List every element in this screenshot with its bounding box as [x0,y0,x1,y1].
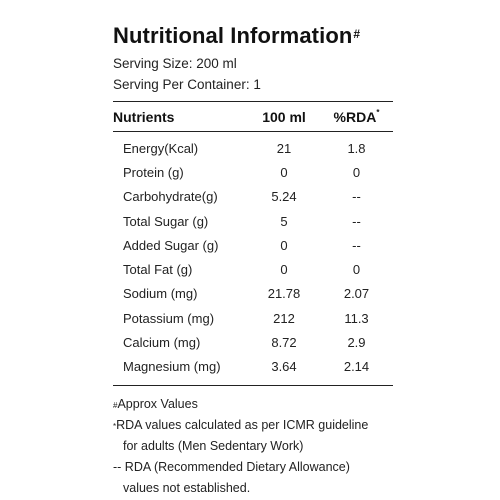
row-rda: 0 [352,262,361,278]
row-rda: -- [352,189,361,205]
table-header [113,102,393,131]
row-nutrient: Total Sugar (g) [123,213,209,229]
row-nutrient: Added Sugar (g) [123,237,219,253]
row-rda: 2.14 [343,359,370,375]
table-row [113,209,393,233]
serving-size: Serving Size: 200 ml [113,56,237,71]
row-rda: -- [352,213,361,229]
table-row [113,257,393,281]
header-rda-text: %RDA [333,108,377,125]
title-footnote-mark: # [353,27,361,41]
row-nutrient: Calcium (mg) [123,335,201,351]
table-row [113,233,393,257]
note-approx-mark: # [113,400,118,410]
footnotes [113,394,393,499]
row-value: 8.72 [271,335,297,351]
panel-title [113,22,393,50]
row-nutrient: Total Fat (g) [123,262,193,278]
table-row [113,136,393,160]
table-row [113,160,393,184]
header-nutrients: Nutrients [113,108,175,125]
note-rda-line1 [113,415,393,436]
row-nutrient: Energy(Kcal) [123,140,199,156]
table-row [113,330,393,354]
note-rda-line2: for adults (Men Sedentary Work) [123,438,304,453]
row-value: 0 [280,237,288,253]
row-nutrient: Potassium (mg) [123,310,215,326]
header-rda [320,109,393,125]
row-value: 0 [280,164,288,180]
serving-per-container: Serving Per Container: 1 [113,77,261,92]
row-value: 3.64 [271,359,297,375]
nutrition-panel [113,22,393,499]
title-text: Nutritional Information [113,23,353,48]
row-nutrient: Magnesium (mg) [123,359,221,375]
note-approx-text: Approx Values [117,396,198,411]
note-approx [113,394,393,415]
note-dash-line1: -- RDA (Recommended Dietary Allowance) [113,459,350,474]
header-per-100ml: 100 ml [262,108,306,125]
row-value: 5 [280,213,288,229]
row-rda: 0 [352,164,361,180]
row-rda: -- [352,237,361,253]
row-nutrient: Protein (g) [123,164,184,180]
row-value: 21 [276,140,292,156]
table-row [113,355,393,379]
table-bottom-rule [113,385,393,386]
row-value: 0 [280,262,288,278]
row-rda: 2.07 [343,286,370,302]
note-rda-mark: * [113,421,117,431]
row-rda: 1.8 [347,140,366,156]
note-rda-text: RDA values calculated as per ICMR guideline [116,417,369,432]
table-row [113,185,393,209]
header-rda-mark: * [376,107,380,117]
row-nutrient: Sodium (mg) [123,286,198,302]
table-row [113,306,393,330]
row-nutrient: Carbohydrate(g) [123,189,218,205]
table-body [113,132,393,385]
row-value: 5.24 [271,189,297,205]
row-rda: 11.3 [344,310,369,326]
row-value: 21.78 [267,286,301,302]
table-row [113,282,393,306]
row-value: 212 [273,310,295,326]
row-rda: 2.9 [347,335,366,351]
note-dash-line2: values not established. [123,480,251,495]
